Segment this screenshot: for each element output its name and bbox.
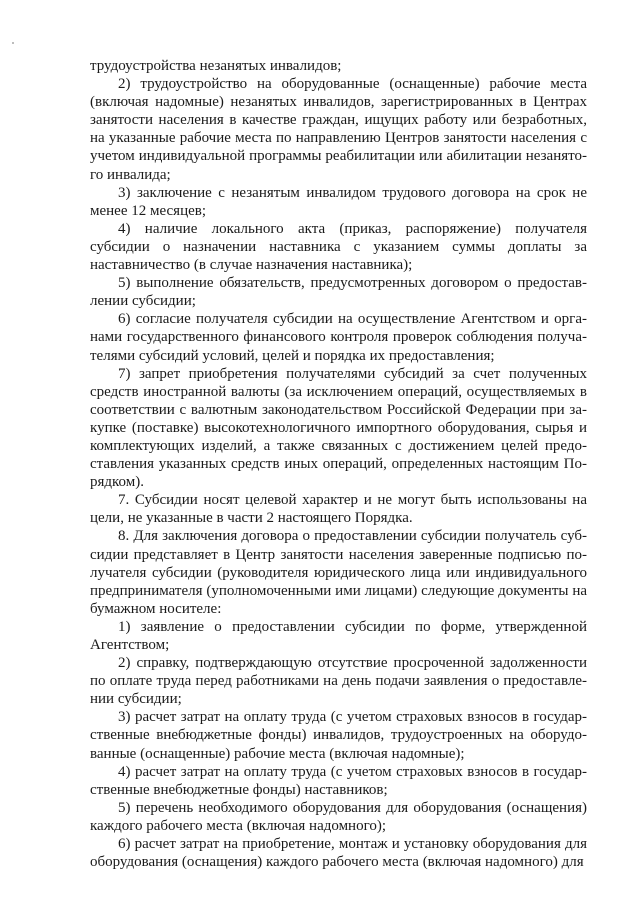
paragraph-item-2-employment: 2) трудоустройство на оборудованные (оснащенные) рабочие места (включая надомные) незанятых инвалидов, зарегистрированных в Центрах занятости населения в качестве граждан, ищущих работу или безработных, на указанные рабочие места по направлению Центров занятости населения с учетом индивидуальной программы реабилитации или абилитации незанятого инвалида; (90, 76, 587, 183)
paragraph-item-3-contract: 3) заключение с незанятым инвалидом трудового договора на срок не менее 12 месяцев; (90, 184, 587, 219)
paragraph-doc-2-certificate: 2) справку, подтверждающую отсутствие просроченной задолженности по оплате труда перед работниками на день подачи заявления о предоставлении субсидии; (90, 655, 587, 708)
scan-speck (12, 42, 14, 44)
paragraph-doc-3-labor-costs: 3) расчет затрат на оплату труда (с учетом страховых взносов в государственные внебюджетные фонды) инвалидов, трудоустроенных на оборудованные (оснащенные) рабочие места (включая надомные); (90, 709, 587, 762)
paragraph-section-8-documents: 8. Для заключения договора о предоставлении субсидии получатель субсидии представляет в Центр занятости населения заверенные подписью получателя субсидии (руководителя юридического лица или индивидуального предпринимателя (уполномоченными ими лицами) следующие документы на бумажном носителе: (90, 528, 587, 617)
paragraph-item-5-obligations: 5) выполнение обязательств, предусмотренных договором о предоставлении субсидии; (90, 275, 587, 310)
paragraph-doc-1-application: 1) заявление о предоставлении субсидии по форме, утвержденной Агентством; (90, 618, 587, 653)
paragraph-section-7-purpose: 7. Субсидии носят целевой характер и не могут быть использованы на цели, не указанные в части 2 настоящего Порядка. (90, 492, 587, 527)
document-body (90, 57, 587, 871)
paragraph-item-4-local-act: 4) наличие локального акта (приказ, распоряжение) получателя субсидии о назначении наставника с указанием суммы доплаты за наставничество (в случае назначения наставника); (90, 220, 587, 274)
paragraph-doc-4-mentor-costs: 4) расчет затрат на оплату труда (с учетом страховых взносов в государственные внебюджетные фонды) наставников; (90, 763, 587, 798)
paragraph-doc-6-equipment-costs: 6) расчет затрат на приобретение, монтаж и установку оборудования для оборудования (оснащения) каждого рабочего места (включая надомного) для (90, 836, 587, 871)
paragraph-item-7-currency-ban: 7) запрет приобретения получателями субсидий за счет полученных средств иностранной валюты (за исключением операций, осуществляемых в соответствии с валютным законодательством Российской Федерации при закупке (поставке) высокотехнологичного импортного оборудования, сырья и комплектующих изделий, а также связанных с достижением целей предоставления указанных средств иных операций, определенных настоящим Порядком). (90, 365, 587, 491)
paragraph-continuation: трудоустройства незанятых инвалидов; (90, 58, 342, 74)
paragraph-doc-5-equipment-list: 5) перечень необходимого оборудования для оборудования (оснащения) каждого рабочего места (включая надомного); (90, 799, 587, 834)
paragraph-item-6-consent: 6) согласие получателя субсидии на осуществление Агентством и органами государственного финансового контроля проверок соблюдения получателями субсидий условий, целей и порядка их предоставления; (90, 311, 587, 364)
